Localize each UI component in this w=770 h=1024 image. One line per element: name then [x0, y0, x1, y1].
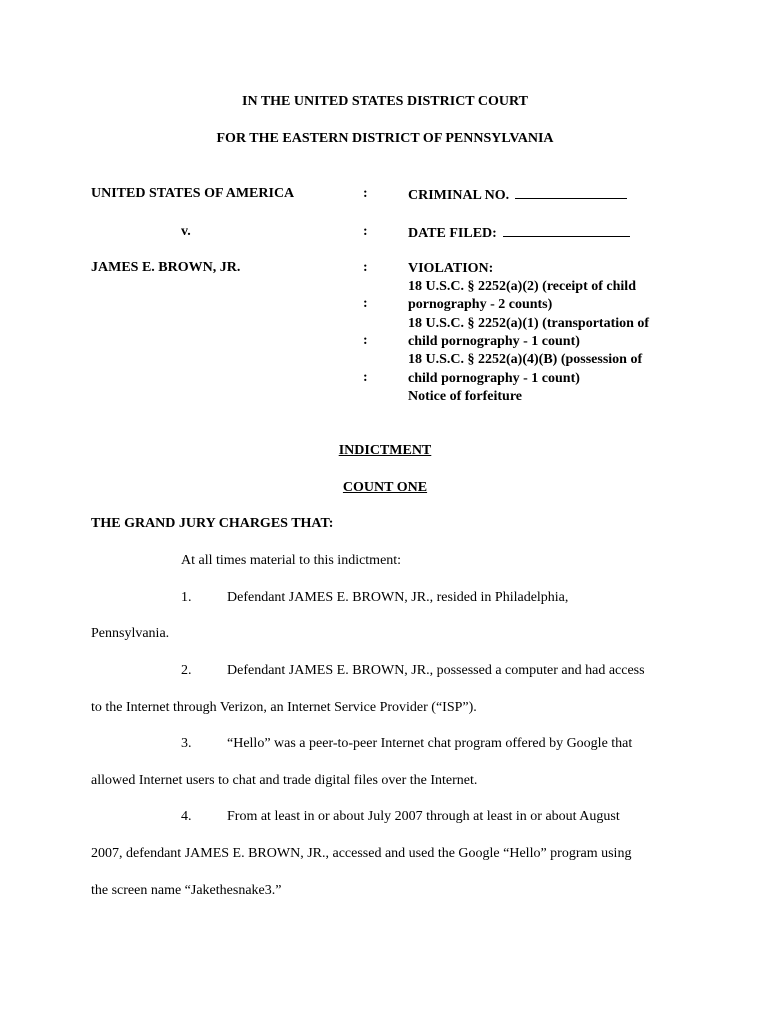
caption-versus: v. [181, 224, 191, 239]
date-filed-field [408, 224, 630, 242]
paragraph-text: Defendant JAMES E. BROWN, JR., resided in Philadelphia, [227, 590, 569, 605]
violation-label: VIOLATION: [408, 261, 494, 276]
caption-plaintiff: UNITED STATES OF AMERICA [91, 186, 295, 201]
caption-defendant: JAMES E. BROWN, JR. [91, 260, 241, 275]
paragraph-text: to the Internet through Verizon, an Internet Service Provider (“ISP”). [91, 700, 477, 715]
paragraph-text: the screen name “Jakethesnake3.” [91, 883, 282, 898]
court-name: IN THE UNITED STATES DISTRICT COURT [242, 94, 528, 109]
caption-separator: : [363, 224, 368, 239]
violation-line: 18 U.S.C. § 2252(a)(1) (transportation of [408, 316, 650, 331]
criminal-number-blank [515, 186, 627, 199]
paragraph-text: Pennsylvania. [91, 626, 170, 641]
caption-separator: : [363, 370, 368, 385]
paragraph-text: Defendant JAMES E. BROWN, JR., possessed a computer and had access [227, 663, 645, 678]
paragraph-number: 1. [181, 590, 192, 605]
criminal-number-field [408, 186, 627, 204]
paragraph-text: allowed Internet users to chat and trade digital files over the Internet. [91, 773, 478, 788]
count-one-heading [0, 480, 770, 496]
violation-line: child pornography - 1 count) [408, 334, 580, 349]
court-district: FOR THE EASTERN DISTRICT OF PENNSYLVANIA [216, 131, 554, 146]
caption-separator: : [363, 186, 368, 201]
violation-line: child pornography - 1 count) [408, 371, 580, 386]
paragraph-number: 2. [181, 663, 192, 678]
violation-line: 18 U.S.C. § 2252(a)(2) (receipt of child [408, 279, 636, 294]
indictment-heading-text: INDICTMENT [338, 443, 432, 458]
violation-line: Notice of forfeiture [408, 389, 523, 404]
criminal-number-label: CRIMINAL NO. [408, 188, 510, 203]
violation-line: 18 U.S.C. § 2252(a)(4)(B) (possession of [408, 352, 643, 367]
paragraph-text: From at least in or about July 2007 through at least in or about August [227, 809, 620, 824]
paragraph-text: 2007, defendant JAMES E. BROWN, JR., accessed and used the Google “Hello” program using [91, 846, 632, 861]
date-filed-label: DATE FILED: [408, 226, 497, 241]
violation-line: pornography - 2 counts) [408, 297, 553, 312]
indictment-heading [0, 443, 770, 459]
caption-separator: : [363, 260, 368, 275]
paragraph-number: 4. [181, 809, 192, 824]
date-filed-blank [503, 224, 630, 237]
intro-text: At all times material to this indictment: [181, 553, 402, 568]
paragraph-number: 3. [181, 736, 192, 751]
paragraph-text: “Hello” was a peer-to-peer Internet chat program offered by Google that [227, 736, 633, 751]
charges-heading: THE GRAND JURY CHARGES THAT: [91, 516, 334, 531]
caption-separator: : [363, 296, 368, 311]
caption-separator: : [363, 333, 368, 348]
count-one-heading-text: COUNT ONE [342, 480, 428, 495]
